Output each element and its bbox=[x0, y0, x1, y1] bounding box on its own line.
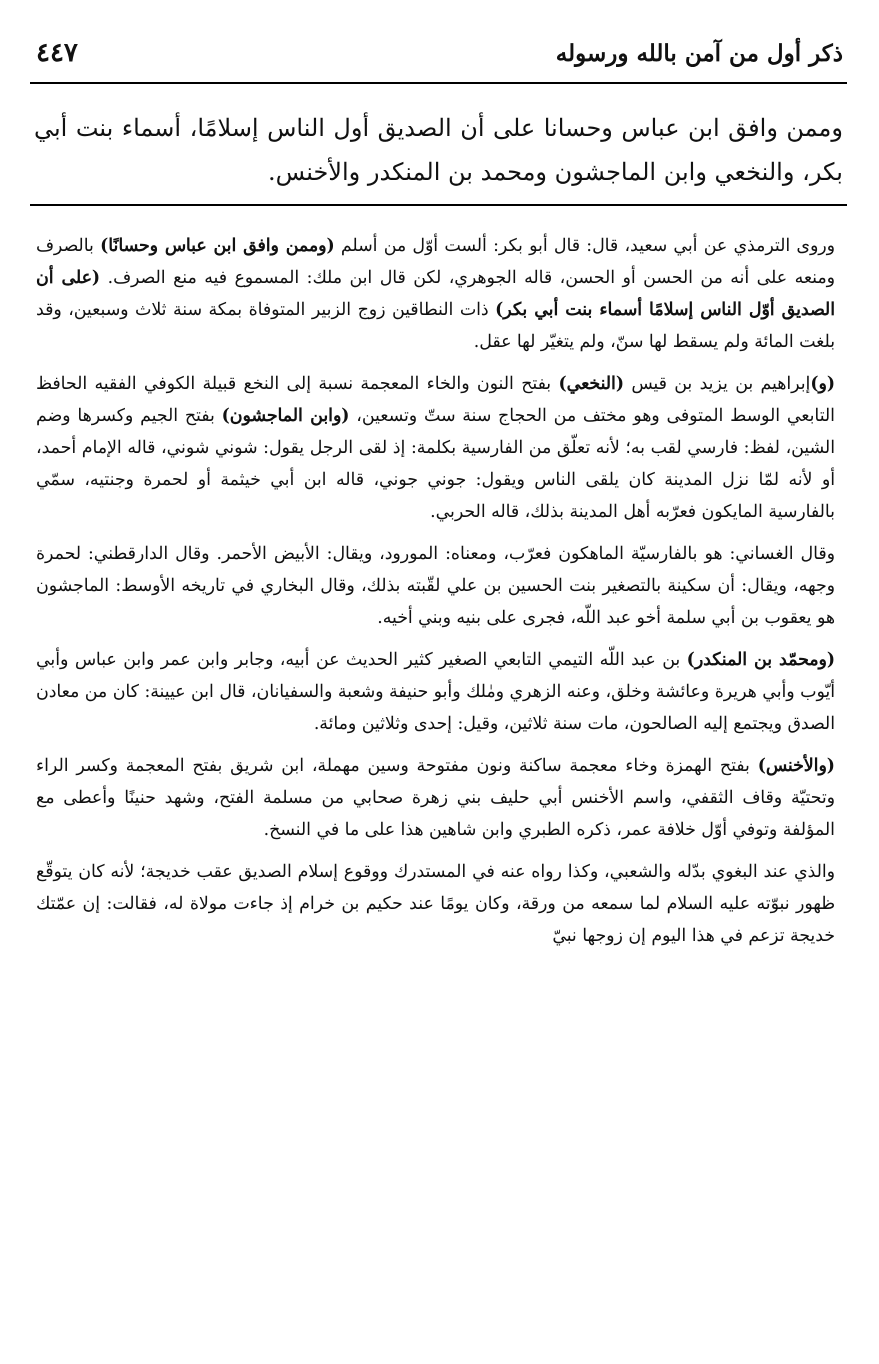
book-page bbox=[30, 36, 847, 962]
commentary-text: بفتح الجيم وكسرها وضم الشين، لفظ: فارسي لقب به؛ لأنه تعلّق من الفارسية بكلمة: إذ لقى الرجل يقول: شوني شوني، قاله الإمام أحمد، أو لأنه لمّا نزل المدينة كان يلقى الناس ويقول: جوني جوني، قاله ابن أبي خيثمة أو لحمرة وجنتيه، سمّي بالفارسية المايكون فعرّبه أهل المدينة بذلك، قاله الحربي. bbox=[36, 406, 835, 522]
quoted-phrase: (والأخنس) bbox=[757, 756, 835, 776]
commentary-paragraph bbox=[36, 368, 835, 528]
commentary-paragraph bbox=[36, 538, 835, 634]
commentary-section bbox=[30, 206, 847, 952]
quoted-phrase: (ومحمّد بن المنكدر) bbox=[686, 650, 835, 670]
commentary-text: ذات النطاقين زوج الزبير المتوفاة بمكة سنة ثلاث وسبعين، وقد بلغت المائة ولم يسقط لها سنّ، ولم يتغيّر لها عقل. bbox=[36, 300, 835, 352]
commentary-paragraph bbox=[36, 750, 835, 846]
quoted-phrase: (وابن الماجشون) bbox=[221, 406, 350, 426]
running-title: ذكر أول من آمن بالله ورسوله bbox=[555, 40, 843, 67]
commentary-paragraph bbox=[36, 856, 835, 952]
page-number: ٤٤٧ bbox=[36, 38, 78, 68]
quoted-phrase: (وممن وافق ابن عباس وحسانًا) bbox=[100, 236, 335, 256]
quoted-phrase: (و) bbox=[810, 374, 836, 394]
commentary-text: بفتح النون والخاء المعجمة نسبة إلى النخع قبيلة الكوفي الفقيه الحافظ التابعي الوسط المتوفى وهو مختف من الحجاج سنة ستّ وتسعين، bbox=[36, 374, 835, 426]
commentary-text: وقال الغساني: هو بالفارسيّة الماهكون فعرّب، ومعناه: المورود، ويقال: الأبيض الأحمر. وقال الدارقطني: لحمرة وجهه، ويقال: أن سكينة بالتصغير بنت الحسين بن علي لقّبته بذلك، وقال البخاري في تاريخه الأوسط: الماجشون هو يعقوب بن أبي سلمة أخو عبد اللّه، فجرى على بنيه وبني أخيه. bbox=[36, 544, 835, 628]
commentary-text: بفتح الهمزة وخاء معجمة ساكنة ونون مفتوحة وسين مهملة، ابن شريق بفتح المعجمة وكسر الراء وتحتيّة وقاف الثقفي، واسم الأخنس أبي حليف بني زهرة صحابي من مسلمة الفتح، وشهد حنينًا وأعطى مع المؤلفة وتوفي أوّل خلافة عمر، ذكره الطبري وابن شاهين هذا على ما في النسخ. bbox=[36, 756, 835, 840]
commentary-text: بالصرف ومنعه على أنه من الحسن أو الحسن، قاله الجوهري، لكن قال ابن ملك: المسموع فيه منع الصرف. bbox=[36, 236, 835, 288]
commentary-paragraph bbox=[36, 230, 835, 358]
quoted-phrase: (النخعي) bbox=[558, 374, 625, 394]
commentary-text: وروى الترمذي عن أبي سعيد، قال: قال أبو بكر: ألست أوّل من أسلم bbox=[334, 236, 835, 256]
commentary-text: بن عبد اللّه التيمي التابعي الصغير كثير الحديث عن أبيه، وجابر وابن عمر وابن عباس وأبي أيّوب وأبي هريرة وعائشة وخلق، وعنه الزهري ومٰلك وأبو حنيفة وشعبة والسفيانان، قال ابن عيينة: كان من معادن الصدق ويجتمع إليه الصالحون، مات سنة ثلاثين، وقيل: إحدى وثلاثين ومائة. bbox=[36, 650, 835, 734]
commentary-text: إبراهيم بن يزيد بن قيس bbox=[624, 374, 811, 394]
commentary-text: والذي عند البغوي بدّله والشعبي، وكذا رواه عنه في المستدرك ووقوع إسلام الصديق عقب خديجة؛ لأنه كان يتوقّع ظهور نبوّته عليه السلام لما سمعه من ورقة، وكان يومًا عند حكيم بن خرام إذ جاءت مولاة له، فقالت: إن عمّتك خديجة تزعم في هذا اليوم إن زوجها نبيّ bbox=[36, 862, 835, 946]
page-header bbox=[30, 36, 847, 84]
quoted-phrase: (على أن الصديق أوّل الناس إسلامًا أسماء بنت أبي بكر) bbox=[36, 268, 835, 320]
main-text-block: وممن وافق ابن عباس وحسانا على أن الصديق أول الناس إسلامًا، أسماء بنت أبي بكر، والنخعي وابن الماجشون ومحمد بن المنكدر والأخنس. bbox=[30, 84, 847, 206]
commentary-paragraph bbox=[36, 644, 835, 740]
